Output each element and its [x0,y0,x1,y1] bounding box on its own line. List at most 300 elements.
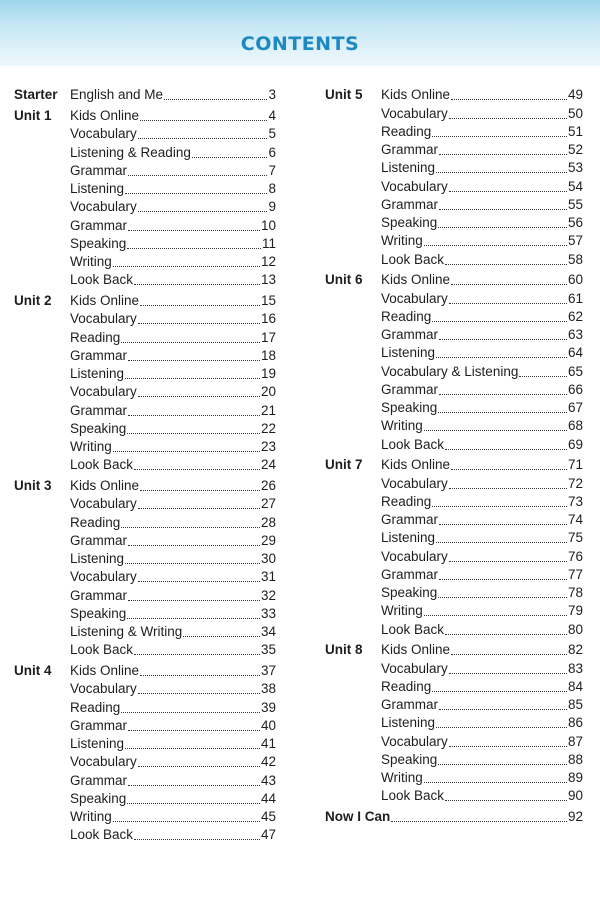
unit-block [325,86,583,269]
dot-leader [449,118,567,119]
toc-entry [325,751,583,769]
page-number: 64 [567,345,583,361]
dot-leader [451,284,567,285]
unit-block [14,477,276,660]
toc-entry [14,383,276,401]
toc-entry [14,735,276,753]
toc-entry [14,477,276,495]
dot-leader [121,342,260,343]
page-number: 13 [260,272,276,288]
page-number: 31 [260,569,276,585]
toc-entry [14,495,276,513]
dot-leader [438,412,567,413]
toc-entry [325,381,583,399]
dot-leader [438,227,567,228]
dot-leader [445,634,567,635]
right-units [325,86,583,805]
lesson-title: Grammar [381,327,438,342]
page-number: 30 [260,551,276,566]
toc-entry [14,698,276,716]
toc-entry [14,86,276,104]
toc-entry [14,680,276,698]
dot-leader [439,209,567,210]
dot-leader [138,693,260,694]
page-number: 86 [567,715,583,731]
dot-leader [438,597,567,598]
lesson-title: Look Back [70,642,134,658]
page-number: 4 [268,108,276,123]
toc-entry [14,162,276,180]
toc-entry [14,771,276,789]
lesson-title: Look Back [381,251,445,267]
dot-leader [449,303,567,304]
toc-entry [14,438,276,456]
toc-entry [325,696,583,714]
toc-entry [325,732,583,750]
page-number: 38 [260,681,276,697]
lesson-title: Speaking [70,790,127,806]
lesson-title: English and Me [70,87,164,103]
toc-entry [325,104,583,122]
toc-entry [14,180,276,198]
page-number: 41 [260,736,276,751]
page-number: 18 [260,347,276,363]
page-number: 73 [567,493,583,509]
lesson-title: Listening [381,715,436,731]
toc-entry [14,790,276,808]
page-number: 37 [260,663,276,678]
dot-leader [140,120,267,121]
toc-entry [325,641,583,659]
dot-leader [445,800,567,801]
page-number: 23 [260,439,276,454]
lesson-title: Writing [381,233,423,249]
toc-entry [325,177,583,195]
toc-entry [14,310,276,328]
toc-entry [14,328,276,346]
toc-entry [325,474,583,492]
page-number: 63 [567,327,583,342]
page-number: 47 [260,827,276,843]
page-number: 11 [261,235,276,251]
toc-entry [14,456,276,474]
toc-entry [14,662,276,680]
dot-leader [125,378,260,379]
dot-leader [113,266,260,267]
page-number: 67 [567,400,583,415]
toc-entry [14,568,276,586]
unit-label: Unit 2 [14,293,52,308]
dot-leader [127,433,260,434]
lesson-title: Speaking [381,400,438,415]
page-number: 60 [567,272,583,288]
page-number: 40 [260,717,276,733]
page-number: 20 [260,384,276,400]
dot-leader [134,469,260,470]
dot-leader [140,305,260,306]
lesson-title: Listening [381,530,436,546]
lesson-title: Look Back [381,621,445,637]
page-number: 33 [260,605,276,621]
page-number: 61 [567,290,583,306]
unit-block [14,107,276,290]
page-number: 24 [260,457,276,473]
toc-entry [325,620,583,638]
page-number: 92 [567,809,583,824]
toc-entry [325,435,583,453]
lesson-title: Grammar [381,381,438,397]
lesson-title: Grammar [70,347,127,363]
toc-entry [325,493,583,511]
dot-leader [128,785,260,786]
toc-entry [14,808,276,826]
toc-entry [14,143,276,161]
lesson-title: Writing [70,254,112,269]
toc-entry [14,550,276,568]
lesson-title: Listening [70,736,125,751]
page-number: 82 [567,642,583,658]
lesson-title: Vocabulary [70,126,137,142]
dot-leader [439,579,567,580]
page-number: 35 [260,642,276,658]
lesson-title: Speaking [381,215,438,230]
lesson-title: Kids Online [70,478,140,493]
toc-entry [325,232,583,250]
dot-leader [451,469,567,470]
lesson-title: Reading [381,493,432,509]
page-number: 19 [260,366,276,381]
dot-leader [439,709,567,710]
lesson-title: Kids Online [70,108,140,123]
dot-leader [128,230,260,231]
lesson-title: Kids Online [381,642,451,658]
toc-entry [14,401,276,419]
dot-leader [138,323,260,324]
dot-leader [432,321,567,322]
unit-label: Starter [14,87,58,103]
lesson-title: Vocabulary [70,199,137,215]
toc-entry [325,547,583,565]
page-number: 5 [268,126,276,142]
page-number: 49 [567,87,583,103]
contents-left-column [14,86,276,847]
page-number: 6 [268,144,276,160]
unit-label: Unit 7 [325,457,363,473]
page-number: 16 [260,311,276,327]
toc-entry [14,125,276,143]
toc-entry [325,456,583,474]
toc-entry [325,417,583,435]
lesson-title: Reading [70,514,121,530]
toc-entry [325,584,583,602]
toc-entry [14,292,276,310]
lesson-title: Writing [381,770,423,785]
page-number: 42 [260,754,276,770]
lesson-title: Speaking [381,585,438,600]
toc-entry [14,347,276,365]
dot-leader [439,154,567,155]
page-number: 66 [567,381,583,397]
lesson-title: Now I Can [325,809,391,824]
dot-leader [519,376,567,377]
page-number: 84 [567,678,583,694]
dot-leader [183,636,260,637]
dot-leader [164,99,267,100]
dot-leader [128,730,260,731]
dot-leader [128,600,260,601]
page-number: 51 [567,123,583,139]
lesson-title: Writing [381,603,423,619]
unit-block [14,292,276,475]
lesson-title: Vocabulary [381,475,448,491]
dot-leader [138,396,260,397]
lesson-title: Kids Online [70,293,140,308]
dot-leader [125,193,267,194]
toc-entry [14,586,276,604]
lesson-title: Listening [70,551,125,566]
page-number: 44 [260,790,276,806]
dot-leader [121,527,260,528]
lesson-title: Look Back [381,788,445,804]
lesson-title: Grammar [70,772,127,788]
page-number: 58 [567,251,583,267]
unit-block [325,456,583,639]
page-number: 87 [567,733,583,749]
dot-leader [128,175,267,176]
page-number: 53 [567,160,583,176]
lesson-title: Writing [70,809,112,824]
lesson-title: Vocabulary [70,496,137,512]
toc-entry [325,271,583,289]
toc-entry [325,214,583,232]
lesson-title: Grammar [381,196,438,212]
dot-leader [138,138,268,139]
dot-leader [445,449,567,450]
toc-entry [325,123,583,141]
page-number: 39 [260,699,276,715]
lesson-title: Listening [70,181,125,196]
page-number: 8 [268,181,276,196]
page-number: 55 [567,196,583,212]
dot-leader [432,691,567,692]
dot-leader [445,264,567,265]
lesson-title: Speaking [70,235,127,251]
lesson-title: Kids Online [381,272,451,288]
page-number: 54 [567,178,583,194]
page-number: 72 [567,475,583,491]
lesson-title: Vocabulary [70,384,137,400]
now-i-can-entry [325,808,583,826]
lesson-title: Vocabulary & Listening [381,363,519,379]
lesson-title: Listening [70,366,125,381]
dot-leader [436,542,567,543]
toc-entry [325,678,583,696]
lesson-title: Listening & Reading [70,144,191,160]
toc-entry [325,159,583,177]
dot-leader [121,712,260,713]
dot-leader [424,430,567,431]
toc-entry [325,141,583,159]
toc-entry [325,566,583,584]
dot-leader [436,357,567,358]
dot-leader [436,172,567,173]
page-number: 71 [567,457,583,473]
page-number: 17 [260,329,276,345]
dot-leader [127,248,261,249]
page-number: 29 [260,532,276,548]
toc-entry [14,641,276,659]
page-number: 43 [260,772,276,788]
dot-leader [140,490,260,491]
toc-entry [14,753,276,771]
toc-entry [14,420,276,438]
page-number: 7 [268,162,276,178]
toc-entry [325,344,583,362]
dot-leader [449,746,567,747]
dot-leader [138,211,268,212]
page-number: 21 [260,402,276,418]
lesson-title: Vocabulary [70,681,137,697]
page-number: 68 [567,418,583,434]
dot-leader [439,339,567,340]
lesson-title: Vocabulary [70,311,137,327]
page-number: 27 [260,496,276,512]
toc-entry [14,513,276,531]
lesson-title: Vocabulary [381,733,448,749]
lesson-title: Kids Online [70,663,140,678]
toc-entry [14,717,276,735]
lesson-title: Grammar [381,142,438,157]
lesson-title: Look Back [70,457,134,473]
toc-entry [325,769,583,787]
dot-leader [113,451,260,452]
dot-leader [424,615,567,616]
dot-leader [424,782,567,783]
toc-entry [14,198,276,216]
dot-leader [449,488,567,489]
dot-leader [449,673,567,674]
toc-entry [14,235,276,253]
page-number: 85 [567,697,583,712]
toc-entry [325,362,583,380]
dot-leader [134,654,260,655]
page-number: 76 [567,548,583,564]
dot-leader [127,618,260,619]
page-number: 10 [260,217,276,233]
toc-entry [14,253,276,271]
page-number: 26 [260,478,276,493]
lesson-title: Speaking [381,751,438,767]
dot-leader [134,284,260,285]
page-number: 57 [567,233,583,249]
toc-entry [325,511,583,529]
unit-label: Unit 3 [14,478,52,493]
toc-entry [325,289,583,307]
lesson-title: Look Back [70,272,134,288]
page-number: 78 [567,585,583,600]
lesson-title: Speaking [70,420,127,436]
lesson-title: Grammar [70,532,127,548]
lesson-title: Reading [381,123,432,139]
page-number: 45 [260,809,276,824]
lesson-title: Reading [70,329,121,345]
lesson-title: Grammar [70,402,127,418]
lesson-title: Grammar [381,697,438,712]
page-number: 65 [567,363,583,379]
dot-leader [128,360,260,361]
toc-entry [14,605,276,623]
toc-entry [14,623,276,641]
dot-leader [432,136,567,137]
page-number: 74 [567,512,583,527]
unit-block [325,271,583,454]
dot-leader [432,506,567,507]
dot-leader [451,99,567,100]
dot-leader [436,727,567,728]
page-number: 75 [567,530,583,546]
dot-leader [127,803,260,804]
lesson-title: Grammar [70,217,127,233]
dot-leader [138,581,260,582]
lesson-title: Speaking [70,605,127,621]
toc-entry [325,250,583,268]
lesson-title: Listening [381,160,436,176]
dot-leader [438,764,567,765]
lesson-title: Grammar [70,717,127,733]
page-number: 15 [260,293,276,308]
page-number: 22 [260,420,276,436]
unit-label: Unit 6 [325,272,363,288]
toc-entry [325,787,583,805]
dot-leader [439,524,567,525]
lesson-title: Listening & Writing [70,624,183,639]
page-number: 9 [268,199,276,215]
page-number: 79 [567,603,583,619]
lesson-title: Vocabulary [381,105,448,121]
dot-leader [449,191,567,192]
unit-block [14,86,276,104]
toc-entry [325,86,583,104]
page-number: 83 [567,660,583,676]
lesson-title: Vocabulary [381,548,448,564]
lesson-title: Grammar [381,566,438,582]
unit-block [14,662,276,845]
dot-leader [128,415,260,416]
lesson-title: Vocabulary [381,178,448,194]
toc-entry [14,532,276,550]
lesson-title: Reading [381,678,432,694]
toc-entry [325,602,583,620]
toc-entry [325,659,583,677]
toc-entry [325,196,583,214]
unit-label: Unit 5 [325,87,363,103]
lesson-title: Vocabulary [70,569,137,585]
unit-label: Unit 4 [14,663,52,678]
toc-entry [14,826,276,844]
dot-leader [449,561,567,562]
page-number: 88 [567,751,583,767]
dot-leader [439,394,567,395]
unit-label: Unit 8 [325,642,363,658]
lesson-title: Writing [381,418,423,434]
page-number: 34 [260,624,276,639]
toc-entry [325,529,583,547]
lesson-title: Reading [70,699,121,715]
page-number: 32 [260,587,276,603]
toc-entry [325,308,583,326]
page-number: 52 [567,142,583,157]
toc-entry [14,365,276,383]
